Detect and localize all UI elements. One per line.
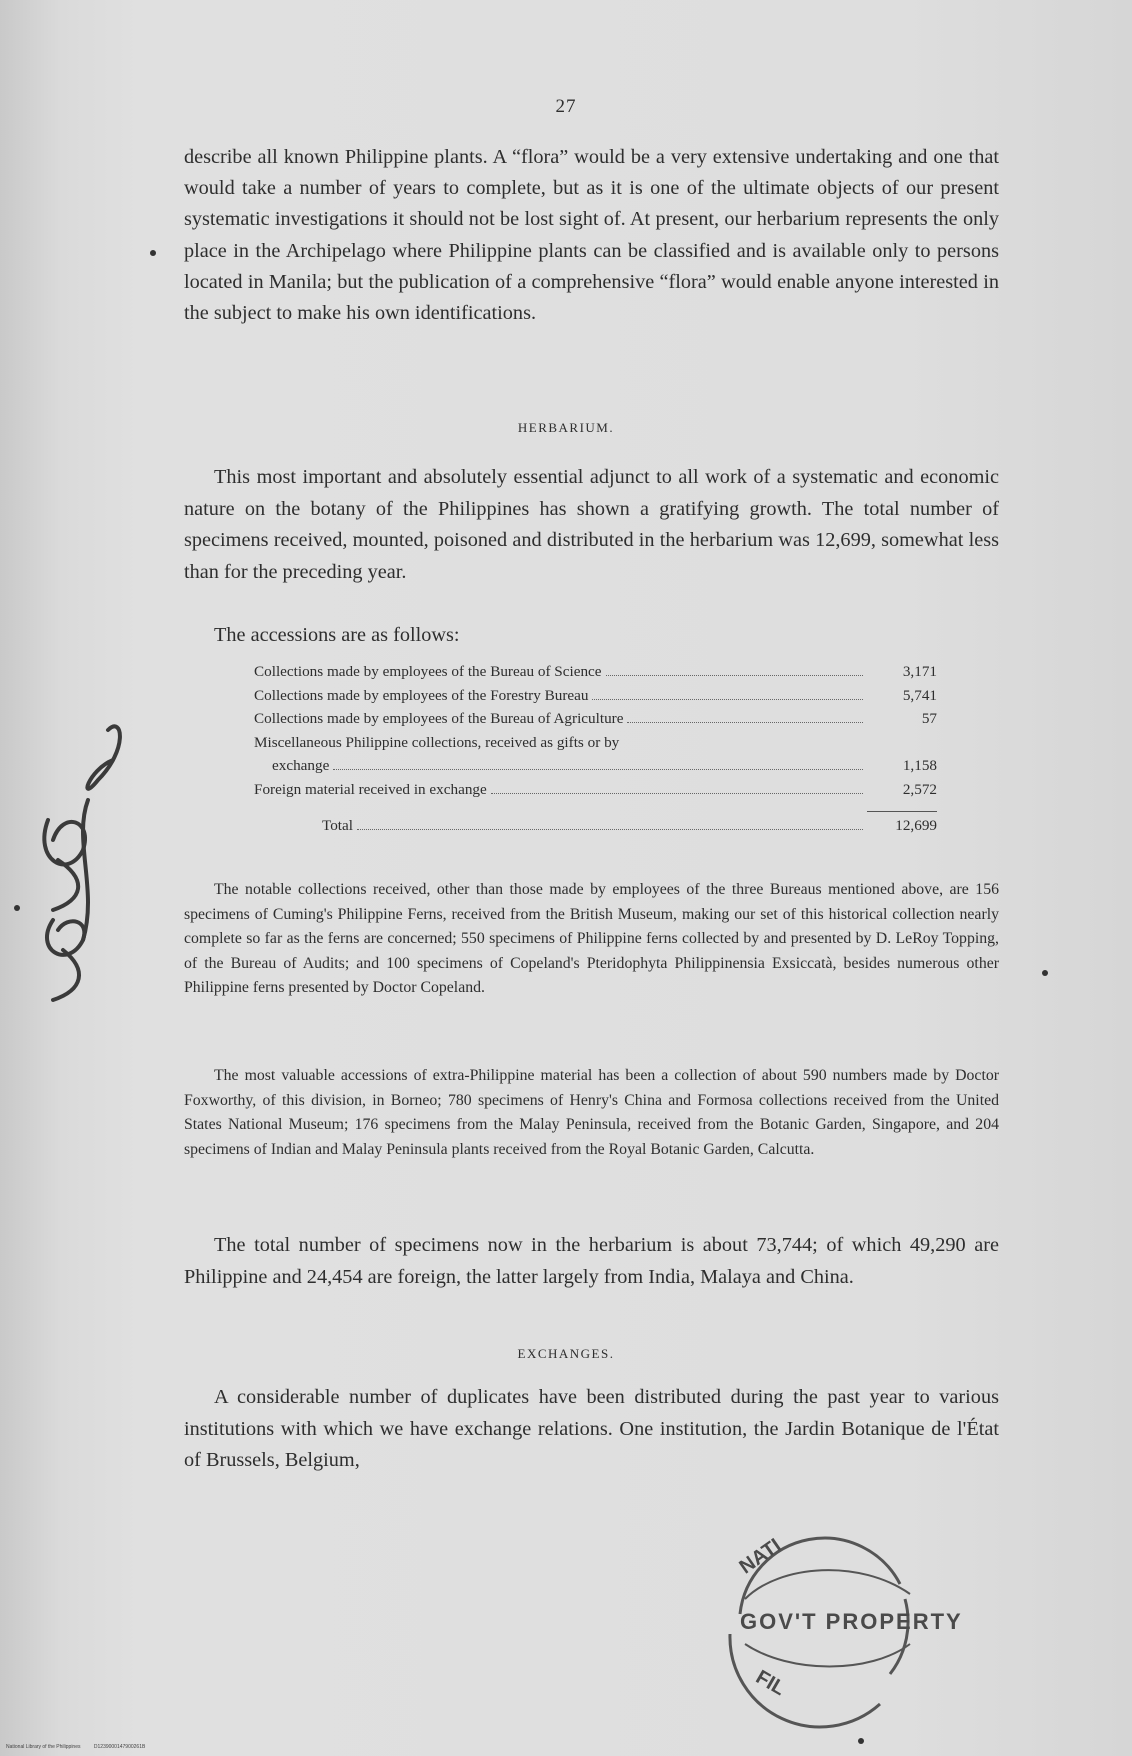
extra-philippine-text: The most valuable accessions of extra-Philippine material has been a collection of about 590 numbers made by Doctor Foxworthy, of this division, in Borneo; 780 specimens of Henry's China and Formosa collections received from the United States National Museum; 176 specimens from the Malay Peninsula, received from the Botanic Garden, Singapore, and 204 specimens of Indian and Malay Peninsula plants received from the Royal Botanic Garden, Calcutta. <box>184 1067 999 1158</box>
row-label: Collections made by employees of the Bureau of Agriculture <box>254 710 624 727</box>
leader-dots <box>627 711 863 723</box>
exchanges-text: A considerable number of duplicates have been distributed during the past year to various institutions with which we have exchange relations. One institution, the Jardin Botanique de l'État of Brussels, Belgium, <box>184 1386 999 1471</box>
row-label: Collections made by employees of the Forestry Bureau <box>254 686 589 704</box>
svg-text:FIL: FIL <box>752 1666 789 1701</box>
row-label: Miscellaneous Philippine collections, received as gifts or by <box>254 733 620 751</box>
heading-exchanges: EXCHANGES. <box>517 1346 615 1361</box>
row-value: 3,171 <box>902 663 937 680</box>
row-label: exchange <box>272 757 330 774</box>
page-number: 27 <box>555 96 577 117</box>
total-value: 12,699 <box>867 811 937 838</box>
accessions-table <box>254 660 937 838</box>
row-label: Collections made by employees of the Bureau of Science <box>254 663 602 680</box>
speck <box>14 905 20 911</box>
row-value: 2,572 <box>902 780 937 798</box>
accessions-intro-text: The accessions are as follows: <box>214 624 460 646</box>
paragraph-herbarium-text: This most important and absolutely essential adjunct to all work of a systematic and economic nature on the botany of the Philippines has shown a gratifying growth. The total number of specimens received, mounted, poisoned and distributed in the herbarium was 12,699, somewhat less than for the preceding year. <box>184 466 999 583</box>
handwritten-annotation-icon <box>28 710 138 1010</box>
total-label: Total <box>322 817 353 834</box>
notable-collections-text: The notable collections received, other than those made by employees of the three Bureaus mentioned above, are 156 specimens of Cuming's Philippine Ferns, received from the British Museum, making our set of this historical collection nearly complete so far as the ferns are concerned; 550 specimens of Philippine ferns collected by and presented by D. LeRoy Topping, of the Bureau of Audits; and 100 specimens of Copeland's Pteridophyta Philippinensia Exsiccatà, besides numerous other Philippine ferns presented by Doctor Copeland. <box>184 881 999 997</box>
svg-text:GOV'T PROPERTY: GOV'T PROPERTY <box>740 1609 963 1634</box>
footer-code: D1239000147900261B <box>93 1744 146 1750</box>
paragraph-herbarium <box>184 462 999 588</box>
leader-dots <box>333 758 863 770</box>
leader-dots <box>357 818 863 830</box>
row-value: 5,741 <box>902 686 937 704</box>
heading-herbarium: HERBARIUM. <box>517 420 615 435</box>
total-specimens-text: The total number of specimens now in the herbarium is about 73,744; of which 49,290 are Philippine and 24,454 are foreign, the latter largely from India, Malaya and China. <box>184 1234 999 1288</box>
footer-library: National Library of the Philippines <box>6 1744 81 1750</box>
scan-footer <box>6 1744 157 1750</box>
table-row <box>254 684 937 708</box>
table-row <box>254 778 937 802</box>
speck <box>1042 970 1048 976</box>
paragraph-exchanges <box>184 1382 999 1477</box>
paragraph-flora: describe all known Philippine plants. A “flora” would be a very extensive undertaking and one that would take a number of years to complete, but as it is one of the ultimate objects of our present systematic investigations it should not be lost sight of. At present, our herbarium represents the only place in the Archipelago where Philippine plants can be classified and is available only to persons located in Manila; but the publication of a comprehensive “flora” would enable anyone interested in the subject to make his own identifications. <box>184 146 999 325</box>
paragraph-accessions-intro <box>184 620 999 650</box>
govt-property-stamp-icon <box>700 1504 963 1724</box>
table-row <box>254 660 937 684</box>
svg-text:NATI: NATI <box>735 1534 786 1579</box>
speck <box>858 1738 864 1744</box>
speck <box>150 250 156 256</box>
paragraph-notable-collections <box>184 878 999 1001</box>
table-row <box>254 754 937 778</box>
leader-dots <box>606 664 863 676</box>
row-value: 1,158 <box>902 757 937 774</box>
row-label: Foreign material received in exchange <box>254 780 487 798</box>
paragraph-total-specimens <box>184 1230 999 1293</box>
leader-dots <box>491 781 863 793</box>
leader-dots <box>592 687 863 699</box>
row-value: 57 <box>921 710 937 727</box>
table-row <box>254 707 937 731</box>
paragraph-extra-philippine <box>184 1064 999 1162</box>
table-row <box>254 731 937 755</box>
table-total-row <box>254 811 937 838</box>
